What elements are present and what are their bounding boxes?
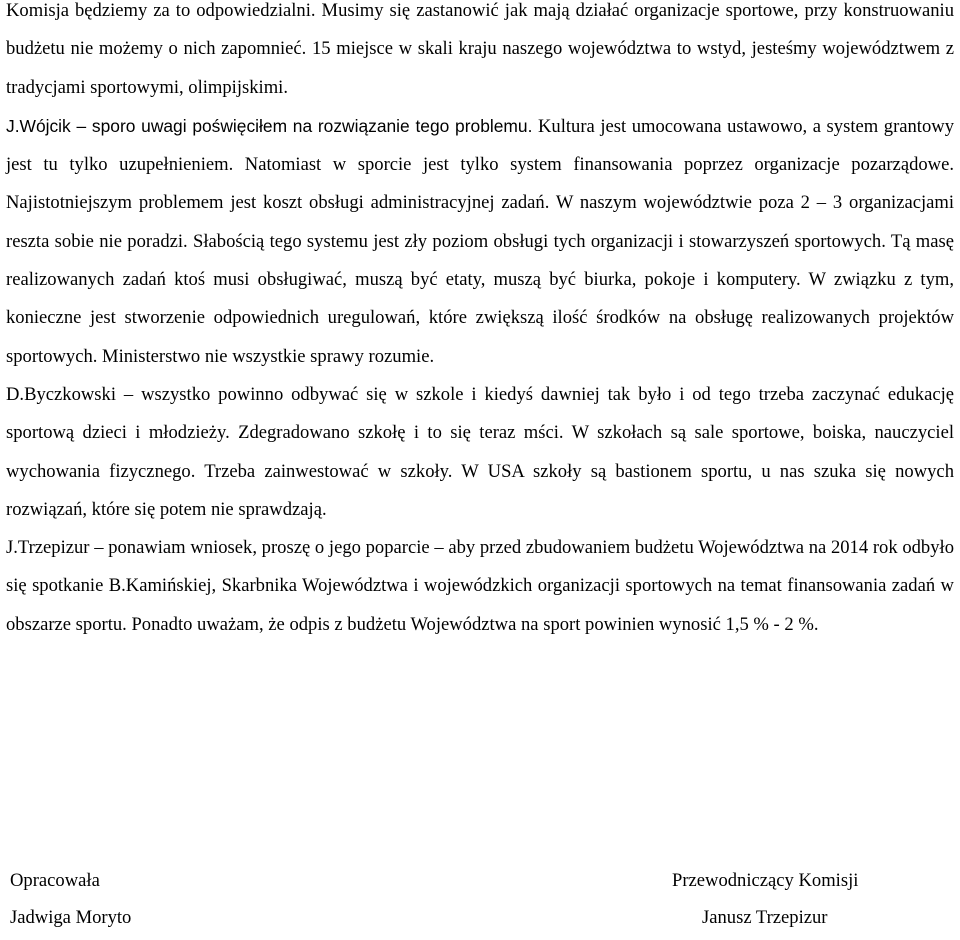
paragraph-wojcik bbox=[6, 107, 954, 376]
paragraph-byczkowski bbox=[6, 376, 954, 529]
paragraph-text: Komisja będziemy za to odpowiedzialni. Musimy się zastanowić jak mają działać organizacje sportowe, przy konstruowaniu budżetu nie możemy o nich zapomnieć. 15 miejsce w skali kraju naszego województwa to wstyd, jesteśmy województwem z tradycjami sportowymi, olimpijskimi. bbox=[6, 0, 954, 98]
paragraph-text: J.Trzepizur – ponawiam wniosek, proszę o jego poparcie – aby przed zbudowaniem budżetu Województwa na 2014 rok odbyło się spotkanie B.Kamińskiej, Skarbnika Województwa i wojewódzkich organizacji sportowych na temat finansowania zadań w obszarze sportu. Ponadto uważam, że odpis z budżetu Województwa na sport powinien wynosić 1,5 % - 2 %. bbox=[6, 537, 954, 635]
signature-block-right bbox=[672, 862, 858, 936]
signature-name-left: Jadwiga Moryto bbox=[10, 907, 132, 928]
paragraph-text: Kultura jest umocowana ustawowo, a system grantowy jest tu tylko uzupełnieniem. Natomiast w sporcie jest tylko system finansowania poprzez organizacje pozarządowe. Najistotniejszym problemem jest koszt obsługi administracyjnej zadań. W naszym województwie poza 2 – 3 organizacjami reszta sobie nie poradzi. Słabością tego systemu jest zły poziom obsługi tych organizacji i stowarzyszeń sportowych. Tą masę realizowanych zadań ktoś musi obsługiwać, muszą być etaty, muszą być biurka, pokoje i komputery. W związku z tym, konieczne jest stworzenie odpowiednich uregulowań, które zwiększą ilość środków na obsługę realizowanych projektów sportowych. Ministerstwo nie wszystkie sprawy rozumie. bbox=[6, 115, 954, 367]
signature-title-left: Opracowała bbox=[10, 870, 100, 891]
paragraph-trzepizur bbox=[6, 529, 954, 644]
paragraph-text: D.Byczkowski – wszystko powinno odbywać się w szkole i kiedyś dawniej tak było i od tego trzeba zaczynać edukację sportową dzieci i młodzieży. Zdegradowano szkołę i to się teraz mści. W szkołach są sale sportowe, boiska, nauczyciel wychowania fizycznego. Trzeba zainwestować w szkoły. W USA szkoły są bastionem sportu, u nas szuka się nowych rozwiązań, które się potem nie sprawdzają. bbox=[6, 383, 954, 520]
document-body bbox=[6, 0, 954, 644]
signature-name-right: Janusz Trzepizur bbox=[702, 907, 828, 928]
signature-block-left bbox=[10, 862, 131, 936]
signature-title-right: Przewodniczący Komisji bbox=[672, 870, 859, 891]
speaker-statement-sans: J.Wójcik – sporo uwagi poświęciłem na rozwiązanie tego problemu. bbox=[6, 115, 533, 136]
paragraph-komisja bbox=[6, 0, 954, 107]
